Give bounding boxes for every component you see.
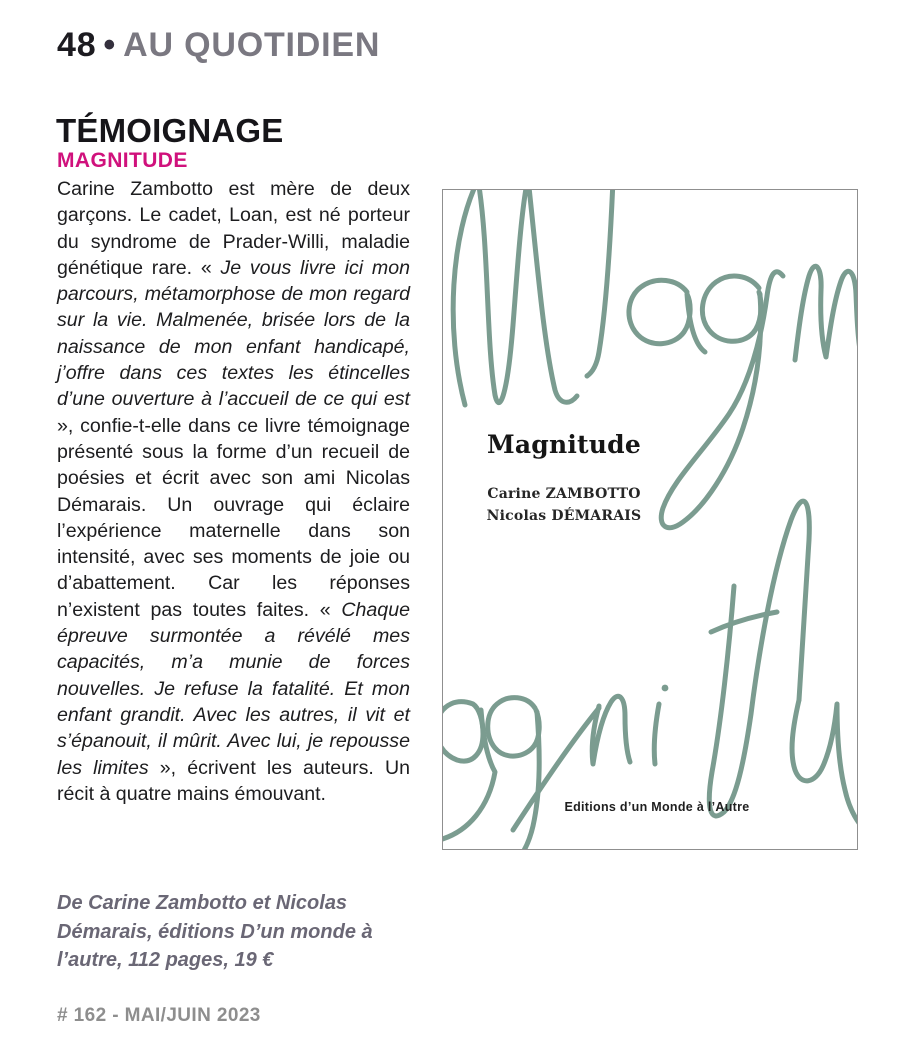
script-bottom-word — [443, 501, 857, 849]
page-number: 48 — [57, 26, 97, 64]
book-cover-image — [442, 189, 858, 850]
book-title: Magnitude — [487, 430, 641, 459]
article-byline: De Carine Zambotto et Nicolas Démarais, éditions D’un monde à l’autre, 112 pages, 19 € — [57, 892, 373, 971]
article-title: MAGNITUDE — [57, 149, 188, 172]
book-publisher: Editions d’un Monde à l’Autre — [564, 800, 750, 814]
header-bullet-icon: • — [103, 26, 117, 64]
issue-footer: # 162 - MAI/JUIN 2023 — [57, 1005, 261, 1026]
book-author-1: Carine ZAMBOTTO — [487, 486, 641, 502]
article-kicker: TÉMOIGNAGE — [56, 112, 284, 149]
script-top-word — [453, 190, 857, 528]
book-author-2: Nicolas DÉMARAIS — [486, 508, 642, 524]
book-authors — [443, 483, 685, 527]
article-body: Carine Zambotto est mère de deux garçons. Le cadet, Loan, est né porteur du syndrome de Prader-Willi, maladie génétique rare. « Je vous livre ici mon parcours, métamorphose de mon regard sur la vie. Malmenée, brisée lors de la naissance de mon enfant handicapé, j’offre dans ces textes les étincelles d’une ouverture à l’accueil de ce qui est », confie-t-elle dans ce livre témoignage présenté sous la forme d’un recueil de poésies et écrit avec son ami Nicolas Démarais. Un ouvrage qui éclaire l’expérience maternelle dans son intensité, avec ses moments de joie ou d’abattement. Car les réponses n’existent pas toutes faites. « Chaque épreuve surmontée a révélé mes capacités, m’a munie de forces nouvelles. Je refuse la fatalité. Et mon enfant grandit. Avec les autres, il vit et s’épanouit, il mûrit. Avec lui, je repousse les limites », écrivent les auteurs. Un récit à quatre mains émouvant. — [57, 178, 410, 805]
section-title: AU QUOTIDIEN — [123, 26, 381, 64]
page-header — [57, 26, 380, 65]
